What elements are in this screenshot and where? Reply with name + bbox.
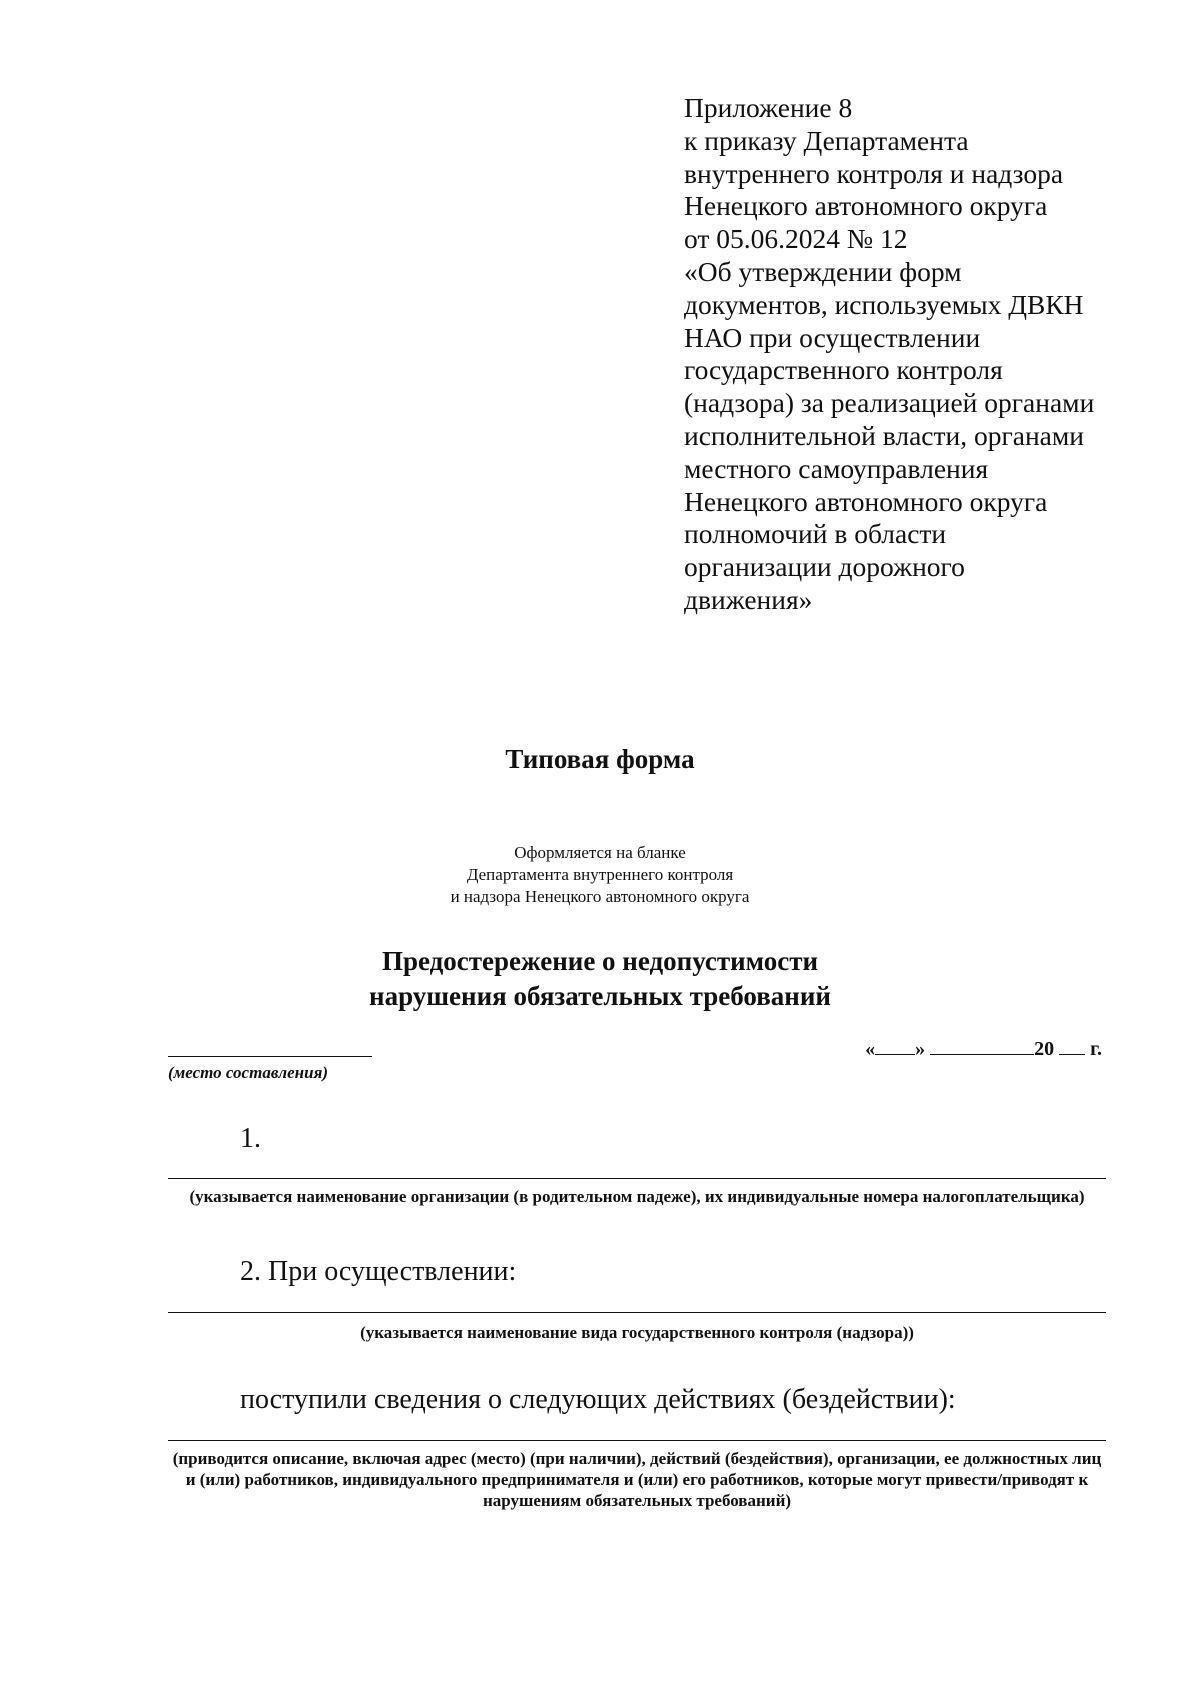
appendix-line: от 05.06.2024 № 12: [684, 223, 908, 255]
appendix-line: внутреннего контроля и надзора: [684, 157, 1064, 189]
day-blank: [875, 1036, 915, 1055]
item-2-caption: (указывается наименование вида государственного контроля (надзора)): [360, 1323, 914, 1342]
place-blank-line: [168, 1056, 372, 1057]
appendix-line: Приложение 8: [684, 92, 853, 123]
item-3-caption: (приводится описание, включая адрес (место) (при наличии), действий (бездействия), организации, ее должностных лиц и (или) работников, индивидуального предпринимателя и (или) его работников, которые могут привести/приводят к нарушениям обязательных требований): [172, 1449, 1102, 1510]
appendix-line: полномочий в области: [684, 518, 947, 550]
year-blank: [1059, 1036, 1085, 1055]
blank-note: [0, 842, 1200, 908]
blank-note-line: и надзора Ненецкого автономного округа: [450, 887, 750, 906]
item-2-label: 2. При осуществлении:: [240, 1256, 517, 1287]
appendix-line: Ненецкого автономного округа: [684, 190, 1048, 222]
appendix-line: местного самоуправления: [684, 452, 989, 484]
date-century: 20: [1034, 1038, 1055, 1060]
appendix-line: (надзора) за реализацией органами: [684, 387, 1095, 419]
document-title-line: нарушения обязательных требований: [369, 981, 831, 1011]
appendix-line: к приказу Департамента: [684, 124, 969, 156]
item-2-rule: [168, 1312, 1106, 1313]
appendix-line: государственного контроля: [684, 354, 1003, 386]
date-year-suffix: г.: [1090, 1038, 1102, 1060]
appendix-line: Ненецкого автономного округа: [684, 485, 1048, 517]
appendix-line: исполнительной власти, органами: [684, 419, 1084, 451]
appendix-line: организации дорожного: [684, 551, 965, 583]
blank-note-line: Оформляется на бланке: [514, 843, 686, 862]
month-blank: [930, 1036, 1034, 1055]
item-3-text: поступили сведения о следующих действиях (бездействии):: [240, 1384, 956, 1415]
document-title: [0, 944, 1200, 1014]
date-line: [865, 1036, 1102, 1061]
form-type-heading: Типовая форма: [505, 744, 695, 774]
appendix-line: движения»: [684, 583, 813, 615]
item-1-number: 1.: [240, 1123, 261, 1154]
item-3-rule: [168, 1440, 1106, 1441]
date-close-quote: »: [915, 1038, 926, 1060]
appendix-line: «Об утверждении форм: [684, 255, 962, 287]
blank-note-line: Департамента внутреннего контроля: [466, 865, 734, 884]
appendix-line: НАО при осуществлении: [684, 321, 981, 353]
document-title-line: Предостережение о недопустимости: [381, 946, 819, 976]
appendix-line: документов, используемых ДВКН: [684, 288, 1084, 320]
place-caption: (место составления): [168, 1063, 328, 1082]
appendix-header: [684, 92, 1124, 617]
item-1-rule: [168, 1178, 1106, 1179]
item-1-caption: (указывается наименование организации (в родительном падеже), их индивидуальные номера налогоплательщика): [189, 1187, 1085, 1206]
date-open-quote: «: [865, 1038, 876, 1060]
